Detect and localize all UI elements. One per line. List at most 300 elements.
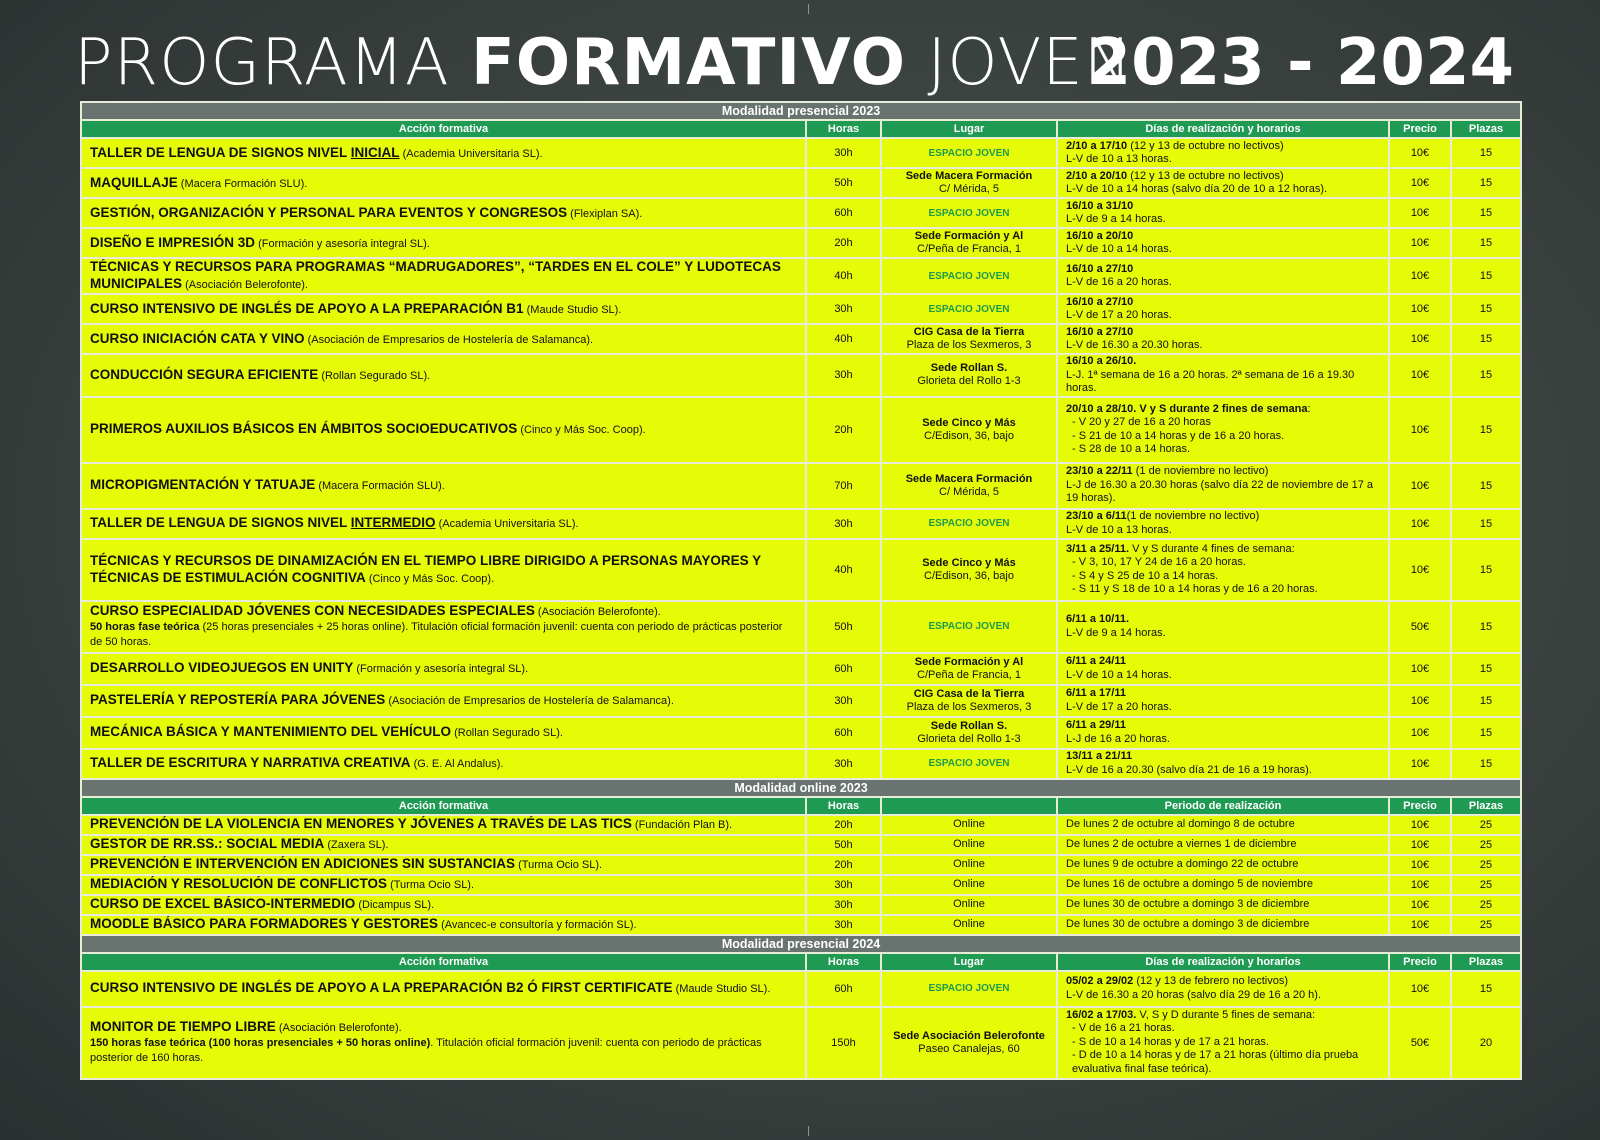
- schedule-dates: [1066, 465, 1380, 479]
- section-title: Modalidad presencial 2023: [81, 102, 1521, 120]
- schedule-line: - S 11 y S 18 de 10 a 14 horas y de 16 a 20 horas.: [1072, 583, 1318, 595]
- course-title-cell: [81, 749, 806, 779]
- course-schedule: [1057, 354, 1389, 397]
- location-name: Sede Formación y Al: [914, 655, 1024, 668]
- course-row: [81, 509, 1521, 539]
- section-row: [81, 935, 1521, 953]
- schedule-line: - S 21 de 10 a 14 horas y de 16 a 20 horas.: [1072, 429, 1285, 442]
- course-name-text: PRIMEROS AUXILIOS BÁSICOS EN ÁMBITOS SOCIOEDUCATIVOS: [90, 421, 518, 436]
- course-row: [81, 168, 1521, 198]
- location-address: Plaza de los Sexmeros, 3: [906, 339, 1032, 351]
- crop-mark-bottom: [808, 1126, 809, 1136]
- schedule-dates: [1066, 263, 1380, 277]
- course-period: De lunes 30 de octubre a domingo 3 de diciembre: [1057, 895, 1389, 915]
- page-title: [74, 28, 1133, 98]
- course-provider: (Zaxera SL).: [324, 839, 389, 851]
- course-row: [81, 1007, 1521, 1079]
- schedule-dates: [1066, 543, 1380, 557]
- schedule-dates: [1066, 1009, 1380, 1023]
- course-location: Online: [881, 875, 1057, 895]
- header-row: [81, 797, 1521, 815]
- course-row: [81, 198, 1521, 228]
- course-row: [81, 354, 1521, 397]
- course-location: Online: [881, 895, 1057, 915]
- course-row: [81, 539, 1521, 601]
- course-title-cell: [81, 509, 806, 539]
- course-title-cell: [81, 539, 806, 601]
- course-hours: 20h: [806, 228, 881, 258]
- course-schedule: [1057, 228, 1389, 258]
- course-name: [90, 421, 517, 436]
- course-name: [90, 205, 567, 220]
- schedule-date-range: 6/11 a 24/11: [1066, 655, 1126, 667]
- course-seats: 25: [1451, 835, 1521, 855]
- course-title-cell: [81, 685, 806, 717]
- schedule-note: V, S y D durante 5 fines de semana:: [1136, 1008, 1316, 1021]
- course-name: [90, 724, 451, 739]
- course-provider: (Asociación de Empresarios de Hostelería de Salamanca).: [304, 333, 594, 346]
- course-name-text: CURSO INTENSIVO DE INGLÉS DE APOYO A LA PREPARACIÓN B1: [90, 300, 524, 316]
- schedule-line: L-V de 10 a 13 horas.: [1066, 153, 1172, 165]
- course-seats: 15: [1451, 601, 1521, 653]
- course-name-text: MAQUILLAJE: [90, 174, 178, 190]
- course-title-cell: [81, 354, 806, 397]
- course-name-text: CURSO INICIACIÓN CATA Y VINO: [90, 330, 305, 346]
- header-row: [81, 953, 1521, 971]
- header-row: [81, 120, 1521, 138]
- course-provider: (Turma Ocio SL).: [387, 879, 475, 891]
- course-location: [881, 397, 1057, 463]
- schedule-date-range: 2/10 a 17/10: [1066, 139, 1128, 152]
- course-price: 10€: [1389, 815, 1451, 835]
- course-name-text: TÉCNICAS Y RECURSOS PARA PROGRAMAS “MADRUGADORES”, “TARDES EN EL COLE” Y LUDOTECAS MUNICIPALES: [90, 259, 781, 291]
- course-provider: (Avancec-e consultoría y formación SL).: [438, 919, 637, 931]
- location-address: C/Peña de Francia, 1: [917, 668, 1021, 681]
- location-name: CIG Casa de la Tierra: [913, 687, 1025, 700]
- course-location: Online: [881, 815, 1057, 835]
- course-price: 10€: [1389, 749, 1451, 779]
- course-location: [881, 1007, 1057, 1079]
- course-hours: 60h: [806, 971, 881, 1007]
- course-name: [90, 755, 411, 770]
- course-seats: 15: [1451, 258, 1521, 294]
- course-hours: 20h: [806, 397, 881, 463]
- course-seats: 25: [1451, 855, 1521, 875]
- header-precio: Precio: [1389, 120, 1451, 138]
- course-name-text: PASTELERÍA Y REPOSTERÍA PARA JÓVENES: [90, 692, 386, 707]
- schedule-date-range: 2/10 a 20/10: [1066, 169, 1128, 182]
- course-location: [881, 354, 1057, 397]
- course-period: De lunes 2 de octubre al domingo 8 de octubre: [1057, 815, 1389, 835]
- course-name-text: TÉCNICAS Y RECURSOS DE DINAMIZACIÓN EN EL TIEMPO LIBRE DIRIGIDO A PERSONAS MAYORES Y TÉCNICAS DE ESTIMULACIÓN COGNITIVA: [90, 552, 761, 585]
- course-name: [90, 603, 535, 618]
- schedule-dates: [1066, 719, 1380, 733]
- course-price: 10€: [1389, 895, 1451, 915]
- header-lugar: Lugar: [881, 953, 1057, 971]
- course-price: 10€: [1389, 168, 1451, 198]
- course-period: De lunes 30 de octubre a domingo 3 de diciembre: [1057, 915, 1389, 935]
- course-schedule: [1057, 749, 1389, 779]
- location-name: ESPACIO JOVEN: [928, 147, 1010, 159]
- course-hours: 30h: [806, 749, 881, 779]
- online-course-row: [81, 895, 1521, 915]
- course-title-cell: [81, 895, 806, 915]
- course-price: 10€: [1389, 509, 1451, 539]
- schedule-date-range: 3/11 a 25/11.: [1066, 542, 1130, 555]
- course-location: [881, 463, 1057, 509]
- course-seats: 15: [1451, 749, 1521, 779]
- schedule-date-range: 16/10 a 20/10: [1066, 229, 1134, 242]
- course-hours: 30h: [806, 895, 881, 915]
- schedule-line: - D de 10 a 14 horas y de 17 a 21 horas (último día prueba evaluativa final fase teórica).: [1072, 1049, 1359, 1075]
- header-lugar: [881, 797, 1057, 815]
- location-address: C/Edison, 36, bajo: [924, 569, 1014, 582]
- course-seats: 15: [1451, 971, 1521, 1007]
- schedule-date-range: 16/10 a 27/10: [1066, 325, 1134, 338]
- location-address: Glorieta del Rollo 1-3: [917, 375, 1021, 388]
- course-name: [90, 477, 315, 492]
- schedule-dates: [1066, 655, 1380, 669]
- course-name: [90, 145, 400, 160]
- course-hours: 40h: [806, 258, 881, 294]
- location-address: Paseo Canalejas, 60: [918, 1042, 1020, 1055]
- schedule-line: L-V de 9 a 14 horas.: [1066, 626, 1166, 639]
- course-title-cell: [81, 653, 806, 685]
- location-address: C/ Mérida, 5: [939, 485, 999, 498]
- schedule-dates: [1066, 140, 1380, 154]
- course-seats: 15: [1451, 138, 1521, 168]
- schedule-line: - S de 10 a 14 horas y de 17 a 21 horas.: [1072, 1035, 1269, 1048]
- course-location: [881, 168, 1057, 198]
- schedule-line: L-J de 16 a 20 horas.: [1066, 732, 1170, 745]
- header-accion: Acción formativa: [81, 120, 806, 138]
- course-seats: 15: [1451, 228, 1521, 258]
- course-hours: 70h: [806, 463, 881, 509]
- course-hours: 30h: [806, 915, 881, 935]
- course-provider: (Cinco y Más Soc. Coop).: [365, 572, 495, 585]
- header-precio: Precio: [1389, 797, 1451, 815]
- course-location: [881, 653, 1057, 685]
- schedule-note: (12 y 13 de febrero no lectivos): [1133, 975, 1288, 987]
- course-hours: 30h: [806, 294, 881, 324]
- schedule-line: L-V de 10 a 13 horas.: [1066, 523, 1172, 536]
- header-horas: Horas: [806, 120, 881, 138]
- course-price: 10€: [1389, 324, 1451, 354]
- course-price: 10€: [1389, 228, 1451, 258]
- course-row: [81, 397, 1521, 463]
- schedule-line: L-J de 16.30 a 20.30 horas (salvo día 22 de noviembre de 17 a 19 horas).: [1066, 478, 1373, 505]
- course-hours: 30h: [806, 685, 881, 717]
- course-hours: 50h: [806, 835, 881, 855]
- course-level: INTERMEDIO: [350, 515, 436, 530]
- location-name: Sede Macera Formación: [905, 472, 1033, 485]
- course-schedule: [1057, 397, 1389, 463]
- section-title: Modalidad presencial 2024: [81, 935, 1521, 953]
- course-schedule: [1057, 653, 1389, 685]
- location-address: C/Peña de Francia, 1: [917, 243, 1021, 255]
- course-hours: 30h: [806, 138, 881, 168]
- course-name: PREVENCIÓN DE LA VIOLENCIA EN MENORES Y JÓVENES A TRAVÉS DE LAS TICS: [90, 816, 632, 831]
- course-seats: 15: [1451, 397, 1521, 463]
- course-provider: (Flexiplan SA).: [567, 207, 643, 220]
- course-name: [90, 235, 255, 250]
- course-hours: 20h: [806, 855, 881, 875]
- course-seats: 15: [1451, 354, 1521, 397]
- course-name: [90, 331, 305, 346]
- course-hours: 50h: [806, 168, 881, 198]
- course-title-cell: [81, 601, 806, 653]
- course-location: [881, 509, 1057, 539]
- course-seats: 15: [1451, 198, 1521, 228]
- schedule-date-range: 16/10 a 27/10: [1066, 262, 1134, 275]
- schedule-date-range: 16/10 a 27/10: [1066, 295, 1134, 308]
- course-name-text: CONDUCCIÓN SEGURA EFICIENTE: [90, 366, 319, 382]
- location-name: Sede Formación y Al: [914, 230, 1024, 242]
- course-name-text: MONITOR DE TIEMPO LIBRE: [90, 1019, 276, 1034]
- course-location: [881, 717, 1057, 749]
- course-location: [881, 228, 1057, 258]
- course-price: 10€: [1389, 354, 1451, 397]
- course-price: 50€: [1389, 1007, 1451, 1079]
- schedule-note: :: [1307, 402, 1311, 415]
- course-seats: 15: [1451, 294, 1521, 324]
- course-provider: (Academia Universitaria SL).: [435, 518, 579, 530]
- course-hours: 60h: [806, 717, 881, 749]
- course-title-cell: [81, 258, 806, 294]
- course-hours: 40h: [806, 539, 881, 601]
- course-schedule: [1057, 198, 1389, 228]
- title-part-1: PROGRAMA: [74, 26, 472, 100]
- course-schedule: [1057, 324, 1389, 354]
- course-title-cell: [81, 397, 806, 463]
- course-row: [81, 601, 1521, 653]
- course-extra-text: (25 horas presenciales + 25 horas online). Titulación oficial formación juvenil: cuenta con periodo de prácticas posterior de 50 horas.: [90, 621, 783, 648]
- course-price: 10€: [1389, 397, 1451, 463]
- location-name: ESPACIO JOVEN: [928, 758, 1010, 769]
- schedule-line: L-V de 16.30 a 20.30 horas.: [1066, 339, 1203, 351]
- course-provider: (Maude Studio SL).: [672, 983, 771, 995]
- course-name: PREVENCIÓN E INTERVENCIÓN EN ADICIONES SIN SUSTANCIAS: [90, 856, 516, 871]
- course-seats: 15: [1451, 685, 1521, 717]
- course-price: 50€: [1389, 601, 1451, 653]
- course-provider: (Macera Formación SLU).: [177, 177, 308, 190]
- course-provider: (Dicampus SL).: [355, 899, 435, 911]
- schedule-line: L-J. 1ª semana de 16 a 20 horas. 2ª semana de 16 a 19.30 horas.: [1066, 368, 1355, 394]
- schedule-dates: [1066, 326, 1380, 340]
- course-provider: (Cinco y Más Soc. Coop).: [517, 424, 646, 436]
- schedule-line: L-V de 9 a 14 horas.: [1066, 213, 1166, 225]
- course-price: 10€: [1389, 138, 1451, 168]
- schedule-line: L-V de 16.30 a 20 horas (salvo día 29 de 16 a 20 h).: [1066, 988, 1322, 1001]
- course-seats: 25: [1451, 915, 1521, 935]
- course-price: 10€: [1389, 294, 1451, 324]
- course-schedule: [1057, 539, 1389, 601]
- schedule-note: V y S durante 4 fines de semana:: [1129, 542, 1295, 555]
- course-provider: (G. E. Al Andalus).: [410, 758, 504, 770]
- course-level: INICIAL: [350, 144, 400, 160]
- course-hours: 30h: [806, 875, 881, 895]
- schedule-dates: [1066, 355, 1380, 369]
- course-row: [81, 324, 1521, 354]
- course-title-cell: [81, 168, 806, 198]
- course-title-cell: [81, 855, 806, 875]
- schedule-date-range: 6/11 a 29/11: [1066, 719, 1126, 731]
- schedule-note: (1 de noviembre no lectivo): [1132, 465, 1269, 478]
- course-location: Online: [881, 835, 1057, 855]
- course-location: [881, 324, 1057, 354]
- course-name-text: CURSO INTENSIVO DE INGLÉS DE APOYO A LA PREPARACIÓN B2 Ó FIRST CERTIFICATE: [90, 980, 673, 995]
- location-address: Plaza de los Sexmeros, 3: [906, 700, 1032, 713]
- course-seats: 15: [1451, 324, 1521, 354]
- course-seats: 25: [1451, 815, 1521, 835]
- course-price: 10€: [1389, 717, 1451, 749]
- program-table: [80, 101, 1522, 1080]
- course-location: [881, 138, 1057, 168]
- schedule-dates: [1066, 170, 1380, 184]
- course-name: [90, 175, 178, 190]
- course-seats: 15: [1451, 653, 1521, 685]
- course-row: [81, 258, 1521, 294]
- course-provider: (Formación y asesoría integral SL).: [353, 663, 529, 675]
- course-title-cell: [81, 294, 806, 324]
- course-price: 10€: [1389, 463, 1451, 509]
- course-row: [81, 717, 1521, 749]
- header-horas: Horas: [806, 953, 881, 971]
- course-extra: [90, 620, 797, 650]
- schedule-line: - V de 16 a 21 horas.: [1072, 1022, 1175, 1035]
- course-schedule: [1057, 168, 1389, 198]
- course-extra-bold: 50 horas fase teórica: [90, 621, 200, 633]
- course-title-cell: [81, 815, 806, 835]
- course-schedule: [1057, 509, 1389, 539]
- course-name: MOODLE BÁSICO PARA FORMADORES Y GESTORES: [90, 916, 439, 931]
- schedule-line: L-V de 17 a 20 horas.: [1066, 700, 1172, 713]
- schedule-line: L-V de 10 a 14 horas.: [1066, 243, 1172, 255]
- course-name: GESTOR DE RR.SS.: SOCIAL MEDIA: [90, 836, 325, 851]
- course-price: 10€: [1389, 198, 1451, 228]
- schedule-dates: [1066, 687, 1380, 701]
- course-seats: 15: [1451, 168, 1521, 198]
- course-row: [81, 228, 1521, 258]
- schedule-line: L-V de 16 a 20.30 (salvo día 21 de 16 a 19 horas).: [1066, 763, 1312, 776]
- course-schedule: [1057, 1007, 1389, 1079]
- course-title-cell: [81, 228, 806, 258]
- course-location: [881, 685, 1057, 717]
- header-dias: Días de realización y horarios: [1057, 120, 1389, 138]
- course-period: De lunes 2 de octubre a viernes 1 de diciembre: [1057, 835, 1389, 855]
- course-schedule: [1057, 601, 1389, 653]
- course-hours: 20h: [806, 815, 881, 835]
- section-row: [81, 779, 1521, 797]
- course-title-cell: [81, 463, 806, 509]
- schedule-date-range: 16/02 a 17/03.: [1066, 1008, 1137, 1021]
- course-location: [881, 294, 1057, 324]
- course-row: [81, 685, 1521, 717]
- schedule-date-range: 20/10 a 28/10. V y S durante 2 fines de semana: [1066, 402, 1308, 415]
- online-course-row: [81, 815, 1521, 835]
- course-provider: (Rollan Segurado SL).: [318, 369, 431, 382]
- course-hours: 30h: [806, 509, 881, 539]
- course-title-cell: [81, 1007, 806, 1079]
- header-precio: Precio: [1389, 953, 1451, 971]
- course-period: De lunes 9 de octubre a domingo 22 de octubre: [1057, 855, 1389, 875]
- course-price: 10€: [1389, 685, 1451, 717]
- course-name-text: DESARROLLO VIDEOJUEGOS EN UNITY: [90, 660, 354, 675]
- course-hours: 40h: [806, 324, 881, 354]
- course-price: 10€: [1389, 539, 1451, 601]
- course-hours: 60h: [806, 653, 881, 685]
- header-horas: Horas: [806, 797, 881, 815]
- location-name: ESPACIO JOVEN: [928, 303, 1010, 315]
- location-address: C/Edison, 36, bajo: [924, 429, 1014, 442]
- location-name: ESPACIO JOVEN: [928, 518, 1010, 529]
- course-schedule: [1057, 463, 1389, 509]
- course-seats: 15: [1451, 717, 1521, 749]
- header-accion: Acción formativa: [81, 797, 806, 815]
- schedule-dates: [1066, 510, 1380, 524]
- course-location: [881, 258, 1057, 294]
- location-name: Sede Rollan S.: [930, 362, 1008, 375]
- course-title-cell: [81, 835, 806, 855]
- course-schedule: [1057, 294, 1389, 324]
- course-name: [90, 301, 524, 316]
- course-title-cell: [81, 971, 806, 1007]
- course-location: [881, 601, 1057, 653]
- course-name-text: TALLER DE LENGUA DE SIGNOS NIVEL: [90, 144, 351, 160]
- course-location: Online: [881, 915, 1057, 935]
- schedule-date-range: 05/02 a 29/02: [1066, 975, 1134, 987]
- course-provider: (Asociación de Empresarios de Hostelería de Salamanca).: [385, 695, 674, 707]
- schedule-line: - V 20 y 27 de 16 a 20 horas: [1072, 416, 1211, 428]
- course-schedule: [1057, 138, 1389, 168]
- header-plazas: Plazas: [1451, 797, 1521, 815]
- page-header: [74, 28, 1514, 98]
- schedule-note: (1 de noviembre no lectivo): [1126, 510, 1260, 522]
- schedule-dates: [1066, 613, 1380, 627]
- course-title-cell: [81, 875, 806, 895]
- course-extra-text: . Titulación oficial formación juvenil: cuenta con periodo de prácticas posterior de 160 horas.: [90, 1037, 762, 1064]
- online-course-row: [81, 835, 1521, 855]
- schedule-dates: [1066, 975, 1380, 989]
- course-provider: (Fundación Plan B).: [631, 819, 733, 831]
- location-name: ESPACIO JOVEN: [928, 983, 1010, 994]
- course-price: 10€: [1389, 258, 1451, 294]
- schedule-dates: [1066, 750, 1380, 764]
- course-price: 10€: [1389, 835, 1451, 855]
- course-name: MEDIACIÓN Y RESOLUCIÓN DE CONFLICTOS: [90, 876, 388, 891]
- course-row: [81, 463, 1521, 509]
- section-row: [81, 102, 1521, 120]
- schedule-line: - S 4 y S 25 de 10 a 14 horas.: [1072, 569, 1219, 582]
- course-schedule: [1057, 971, 1389, 1007]
- course-provider: (Academia Universitaria SL).: [399, 147, 543, 160]
- course-provider: (Maude Studio SL).: [523, 303, 622, 316]
- course-schedule: [1057, 258, 1389, 294]
- schedule-date-range: 23/10 a 6/11: [1066, 510, 1127, 522]
- course-name-text: DISEÑO E IMPRESIÓN 3D: [90, 234, 256, 250]
- location-name: Sede Rollan S.: [930, 719, 1008, 732]
- course-name-text: MECÁNICA BÁSICA Y MANTENIMIENTO DEL VEHÍCULO: [90, 724, 452, 739]
- online-course-row: [81, 875, 1521, 895]
- course-title-cell: [81, 138, 806, 168]
- schedule-line: L-V de 10 a 14 horas.: [1066, 668, 1172, 681]
- course-title-cell: [81, 717, 806, 749]
- location-address: Glorieta del Rollo 1-3: [917, 732, 1021, 745]
- course-row: [81, 653, 1521, 685]
- location-name: ESPACIO JOVEN: [928, 270, 1010, 282]
- course-title-cell: [81, 324, 806, 354]
- title-part-2: FORMATIVO: [471, 26, 906, 100]
